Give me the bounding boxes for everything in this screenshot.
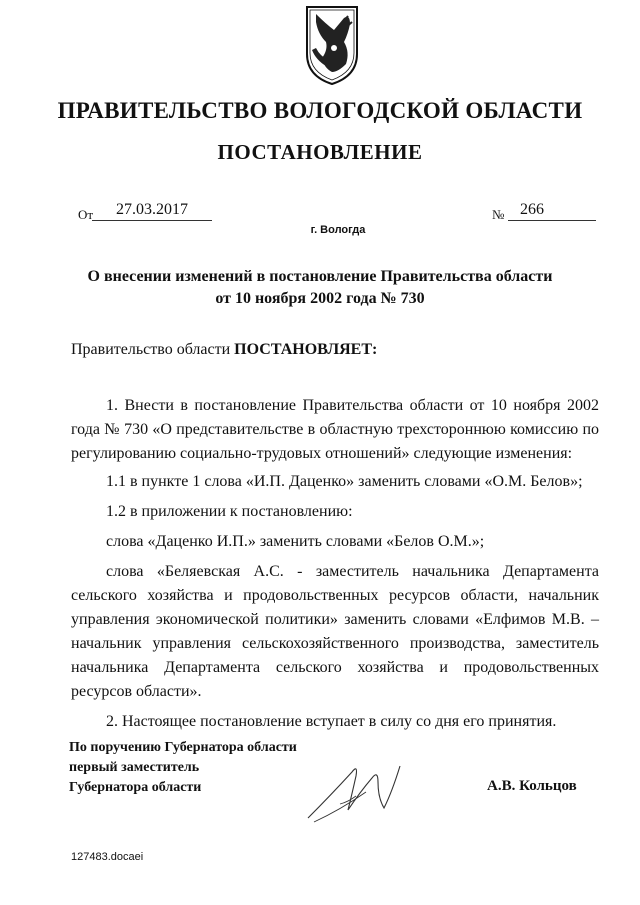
paragraph-replace-1: слова «Даценко И.П.» заменить словами «Белов О.М.»; (106, 533, 485, 550)
decree-intro-text: Правительство области (71, 341, 235, 358)
paragraph-1: 1. Внести в постановление Правительства области от 10 ноября 2002 года № 730 «О представительстве в областную трехстороннюю комиссию по регулированию социально-трудовых отношений» следующие изменения: (71, 397, 599, 462)
subject-line-1: О внесении изменений в постановление Правительства области (87, 268, 553, 285)
city: г. Вологда (310, 224, 366, 236)
paragraph-2: 2. Настоящее постановление вступает в силу со дня его принятия. (106, 713, 557, 730)
signatory-position (69, 738, 297, 798)
paragraph-1-1: 1.1 в пункте 1 слова «И.П. Даценко» заменить словами «О.М. Белов»; (106, 473, 583, 490)
document-code: 127483.docaei (71, 851, 144, 863)
date-label: От (78, 207, 94, 222)
signatory-line-2: первый заместитель (69, 760, 200, 775)
paragraph-replace-2: слова «Беляевская А.С. - заместитель начальника Департамента сельского хозяйства и продовольственных ресурсов области, начальник управления экономической политики» заменить словами «Елфимов М.В. – начальник управления сельскохозяйственного производства, заместитель начальника Департамента сельского хозяйства и продовольственных ресурсов области». (71, 563, 599, 700)
decree-intro (71, 341, 377, 359)
document-body (71, 394, 599, 740)
vologda-coat-of-arms-icon (304, 4, 360, 86)
number-label: № (492, 207, 505, 222)
document-type: ПОСТАНОВЛЕНИЕ (217, 140, 423, 164)
decree-keyword: ПОСТАНОВЛЯЕТ: (234, 341, 378, 358)
subject-line-2: от 10 ноября 2002 года № 730 (215, 290, 425, 307)
signatory-line-1: По поручению Губернатора области (69, 740, 297, 755)
signatory-line-3: Губернатора области (69, 780, 202, 795)
document-date: 27.03.2017 (92, 201, 212, 221)
government-title: ПРАВИТЕЛЬСТВО ВОЛОГОДСКОЙ ОБЛАСТИ (57, 98, 583, 123)
handwritten-signature (300, 752, 430, 824)
signatory-name: А.В. Кольцов (487, 778, 577, 794)
document-number: 266 (508, 201, 596, 221)
paragraph-1-2: 1.2 в приложении к постановлению: (106, 503, 353, 520)
